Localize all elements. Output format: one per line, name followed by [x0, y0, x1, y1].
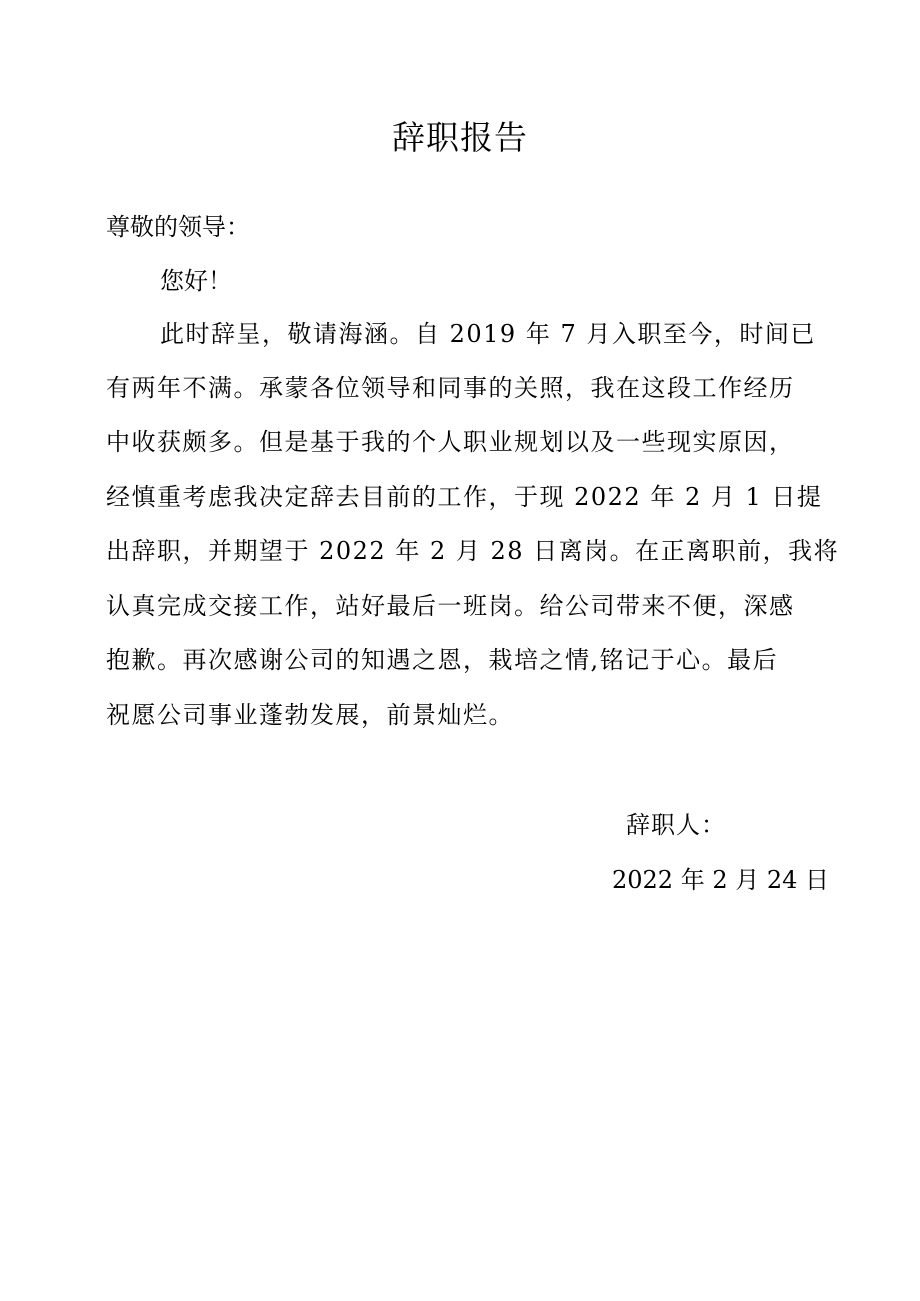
- signer-label: 辞职人：: [626, 811, 726, 839]
- letter-date: 2022 年 2 月 24 日: [612, 866, 830, 894]
- body-line-3: 中收获颇多。但是基于我的个人职业规划以及一些现实原因，: [106, 428, 795, 456]
- body-line-8: 祝愿公司事业蓬勃发展，前景灿烂。: [106, 701, 514, 729]
- body-line-6: 认真完成交接工作，站好最后一班岗。给公司带来不便，深感: [106, 592, 795, 620]
- body-line-1: 此时辞呈，敬请海涵。自 2019 年 7 月入职至今，时间已: [160, 320, 816, 348]
- document-title: 辞职报告: [392, 118, 528, 157]
- body-line-5: 出辞职，并期望于 2022 年 2 月 28 日离岗。在正离职前，我将: [106, 537, 840, 565]
- greeting: 您好！: [160, 267, 232, 295]
- salutation: 尊敬的领导：: [106, 213, 250, 241]
- body-line-4: 经慎重考虑我决定辞去目前的工作，于现 2022 年 2 月 1 日提: [106, 483, 823, 511]
- body-line-2: 有两年不满。承蒙各位领导和同事的关照，我在这段工作经历: [106, 374, 795, 402]
- body-line-7: 抱歉。再次感谢公司的知遇之恩，栽培之情,铭记于心。最后: [106, 646, 779, 674]
